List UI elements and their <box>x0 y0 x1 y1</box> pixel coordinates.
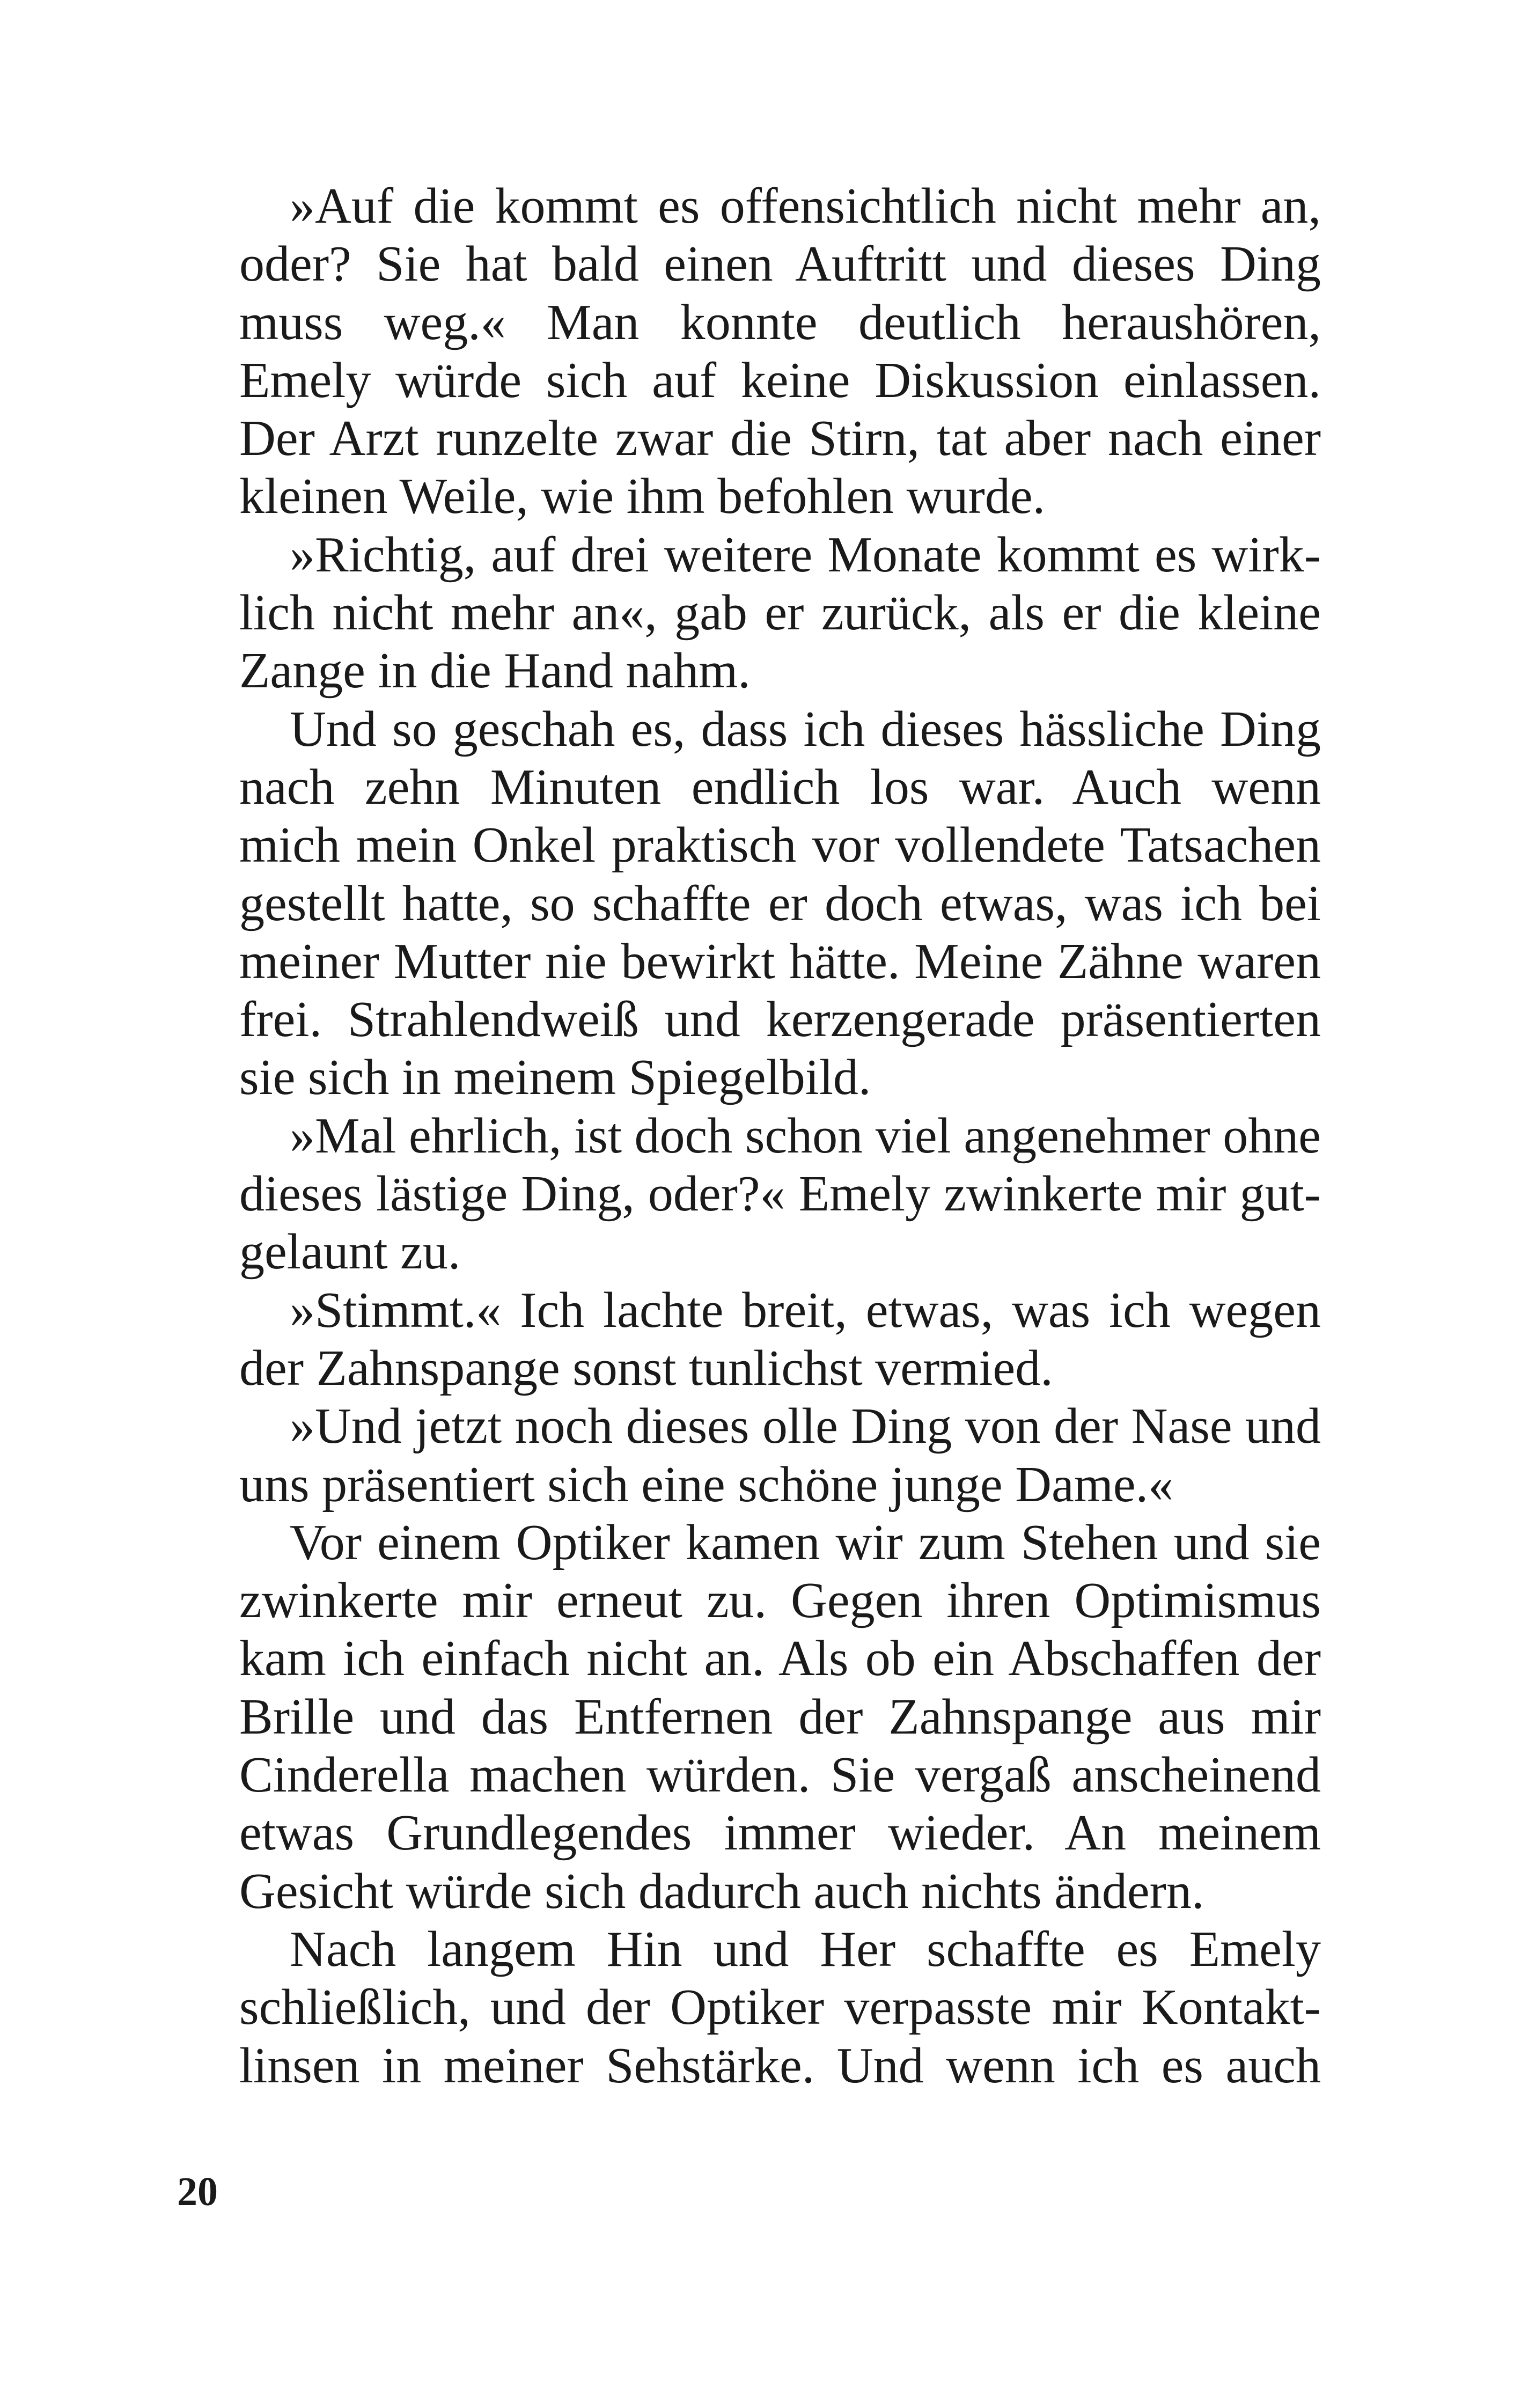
text-line: Vor einem Optiker kamen wir zum Stehen und sie <box>290 1514 1321 1570</box>
paragraph <box>189 1107 1321 1281</box>
paragraph <box>189 526 1321 700</box>
text-line: dieses lästige Ding, oder?« Emely zwinkerte mir gut- <box>239 1166 1321 1222</box>
text-line: Und so geschah es, dass ich dieses hässliche Ding <box>290 701 1321 757</box>
text-line: sie sich in meinem Spiegelbild. <box>239 1049 871 1106</box>
text-line: »Stimmt.« Ich lachte breit, etwas, was ich wegen <box>290 1282 1321 1338</box>
text-line: Emely würde sich auf keine Diskussion einlassen. <box>239 352 1321 408</box>
text-line: Brille und das Entfernen der Zahnspange aus mir <box>239 1688 1321 1745</box>
paragraph <box>189 1920 1321 2095</box>
paragraph <box>189 1514 1321 1920</box>
text-line: etwas Grundlegendes immer wieder. An meinem <box>239 1805 1321 1861</box>
body-text <box>189 177 1321 2095</box>
text-line: kleinen Weile, wie ihm befohlen wurde. <box>239 468 1046 525</box>
text-line: »Richtig, auf drei weitere Monate kommt es wirk- <box>290 526 1321 583</box>
paragraph <box>189 177 1321 526</box>
paragraph <box>189 700 1321 1107</box>
text-line: zwinkerte mir erneut zu. Gegen ihren Optimismus <box>239 1573 1321 1629</box>
text-line: der Zahnspange sonst tunlichst vermied. <box>239 1340 1053 1396</box>
text-line: meiner Mutter nie bewirkt hätte. Meine Zähne waren <box>239 933 1321 989</box>
text-line: schließlich, und der Optiker verpasste mir Kontakt- <box>239 1979 1321 2036</box>
text-line: linsen in meiner Sehstärke. Und wenn ich es auch <box>239 2037 1321 2094</box>
text-line: kam ich einfach nicht an. Als ob ein Abschaffen der <box>239 1631 1321 1687</box>
text-line: nach zehn Minuten endlich los war. Auch wenn <box>239 759 1321 815</box>
text-line: gestellt hatte, so schaffte er doch etwas, was ich bei <box>239 875 1321 931</box>
text-line: Cinderella machen würden. Sie vergaß anscheinend <box>239 1747 1321 1803</box>
text-line: mich mein Onkel praktisch vor vollendete Tatsachen <box>239 817 1321 873</box>
text-line: oder? Sie hat bald einen Auftritt und dieses Ding <box>239 236 1321 292</box>
text-line: »Und jetzt noch dieses olle Ding von der Nase und <box>290 1398 1321 1455</box>
paragraph <box>189 1281 1321 1398</box>
text-line: uns präsentiert sich eine schöne junge Dame.« <box>239 1456 1174 1513</box>
page-number: 20 <box>177 2169 218 2214</box>
text-line: gelaunt zu. <box>239 1224 461 1280</box>
paragraph <box>189 1397 1321 1514</box>
text-line: Der Arzt runzelte zwar die Stirn, tat aber nach einer <box>239 410 1321 467</box>
text-line: Zange in die Hand nahm. <box>239 643 751 699</box>
text-line: frei. Strahlendweiß und kerzengerade präsentierten <box>239 992 1321 1048</box>
text-line: »Auf die kommt es offensichtlich nicht mehr an, <box>290 178 1321 234</box>
text-line: muss weg.« Man konnte deutlich heraushören, <box>239 294 1321 350</box>
text-line: »Mal ehrlich, ist doch schon viel angenehmer ohne <box>290 1107 1321 1164</box>
text-line: Gesicht würde sich dadurch auch nichts ändern. <box>239 1863 1204 1919</box>
text-line: lich nicht mehr an«, gab er zurück, als er die kleine <box>239 585 1321 641</box>
text-line: Nach langem Hin und Her schaffte es Emely <box>290 1921 1321 1977</box>
